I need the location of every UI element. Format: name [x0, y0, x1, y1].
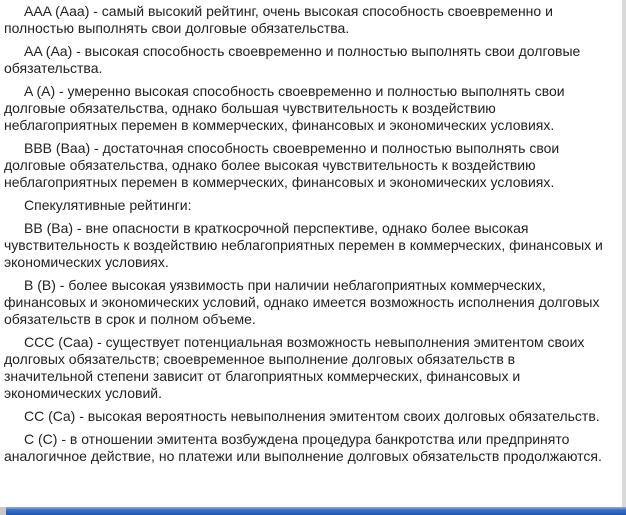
rating-aaa-paragraph: AAA (Aaa) - самый высокий рейтинг, очень высокая способность своевременно и полностью выполнять свои долговые обязательства.: [4, 3, 553, 36]
rating-bb-paragraph: BB (Ba) - вне опасности в краткосрочной перспективе, однако более высокая чувствительность к воздействию неблагоприятных перемен в коммерческих, финансовых и экономических условиях.: [4, 220, 603, 270]
rating-ccc-paragraph: CCC (Caa) - существует потенциальная возможность невыполнения эмитентом своих долговых обязательств; своевременное выполнение долговых обязательств в значительной степени зависит от благоприятных коммерческих, финансовых и экономических условий.: [4, 334, 585, 401]
taskbar: [0, 507, 626, 515]
rating-b-paragraph: B (B) - более высокая уязвимость при наличии неблагоприятных коммерческих, финансовых и экономических условий, однако имеется возможность исполнения долговых обязательств в срок и полном объеме.: [4, 277, 600, 327]
rating-aa-paragraph: AA (Aa) - высокая способность своевременно и полностью выполнять свои долговые обязательства.: [4, 43, 581, 76]
rating-a-paragraph: A (A) - умеренно высокая способность своевременно и полностью выполнять свои долговые обязательства, однако большая чувствительность к воздействию неблагоприятных перемен в коммерческих, финансовых и экономических условиях.: [4, 83, 565, 133]
rating-cc-paragraph: CC (Ca) - высокая вероятность невыполнения эмитентом своих долговых обязательств.: [24, 408, 600, 424]
document-body: [4, 3, 608, 507]
taskbar-edge: [0, 507, 6, 515]
speculative-ratings-heading: Спекулятивные рейтинги:: [24, 197, 192, 213]
rating-c-paragraph: C (C) - в отношении эмитента возбуждена процедура банкротства или предпринято аналогичное действие, но платежи или выполнение долговых обязательств продолжаются.: [4, 431, 602, 464]
vertical-scrollbar[interactable]: [622, 0, 626, 507]
rating-bbb-paragraph: BBB (Baa) - достаточная способность своевременно и полностью выполнять свои долговые обязательства, однако более высокая чувствительность к воздействию неблагоприятных перемен в коммерческих, финансовых и экономических условиях.: [4, 140, 560, 190]
